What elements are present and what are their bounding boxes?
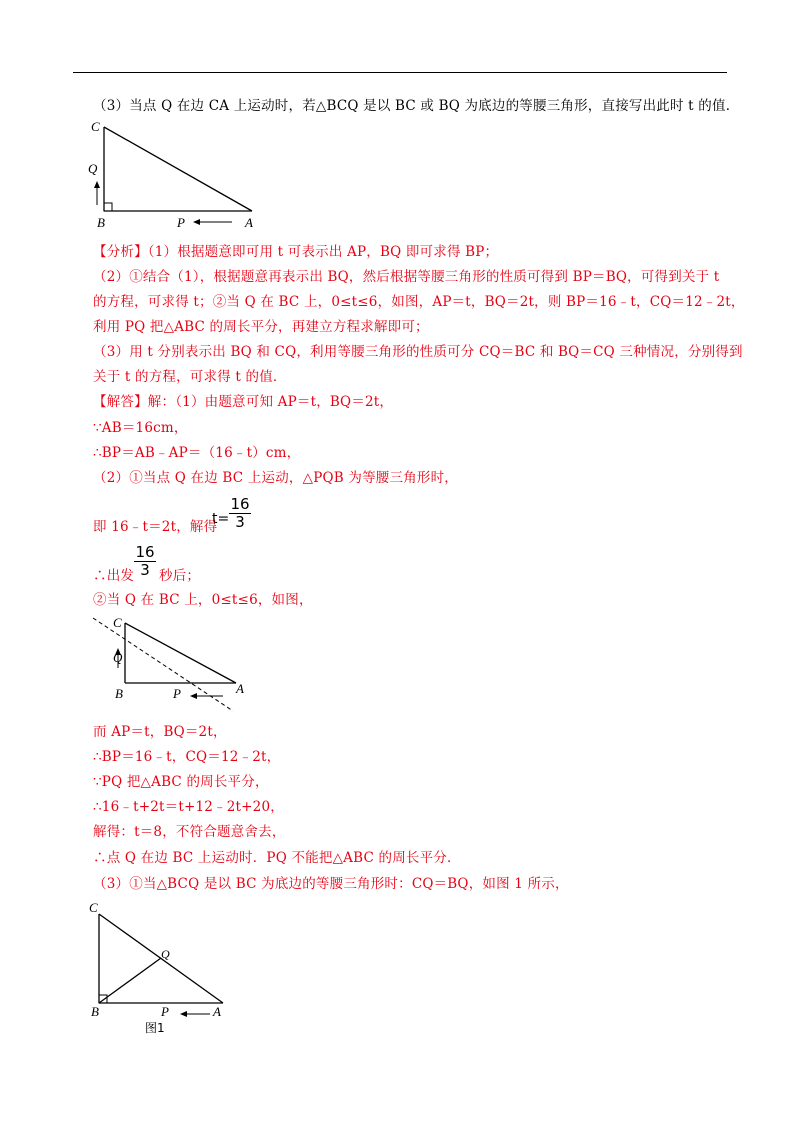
solution-b-1: 而 AP＝t，BQ＝2t， <box>93 724 227 740</box>
analysis-line-2: （2）①结合（1），根据题意再表示出 BQ，然后根据等腰三角形的性质可得到 BP＝BQ，可得到关于 t <box>93 269 720 285</box>
figure-triangle-dashed <box>85 610 255 715</box>
fraction-denominator: 3 <box>235 513 245 531</box>
label-B: B <box>115 686 123 701</box>
equation-line: 即 16﹣t＝2t，解得 <box>93 519 218 535</box>
depart-denominator: 3 <box>140 561 150 579</box>
label-Q: Q <box>161 947 170 961</box>
label-A: A <box>236 681 244 696</box>
label-B: B <box>97 215 105 230</box>
figure-triangle-top <box>85 115 265 233</box>
question-3: （3）当点 Q 在边 CA 上运动时，若△BCQ 是以 BC 或 BQ 为底边的等腰三角形，直接写出此时 t 的值． <box>93 98 740 114</box>
header-rule <box>73 72 727 73</box>
depart-suffix: 秒后； <box>159 568 201 584</box>
analysis-line-4: 利用 PQ 把△ABC 的周长平分，再建立方程求解即可； <box>93 319 429 335</box>
analysis-line-6: 关于 t 的方程，可求得 t 的值． <box>93 369 287 385</box>
label-C: C <box>91 119 100 134</box>
label-B: B <box>91 1004 99 1019</box>
label-C: C <box>89 900 98 915</box>
solution-line-3: ∴BP＝AB﹣AP＝（16﹣t）cm， <box>93 445 301 461</box>
case-2: ②当 Q 在 BC 上，0≤t≤6，如图， <box>93 592 313 608</box>
solution-b-6: ∴点 Q 在边 BC 上运动时．PQ 不能把△ABC 的周长平分． <box>93 850 461 866</box>
label-Q: Q <box>88 161 98 176</box>
solution-b-5: 解得：t＝8，不符合题意舍去， <box>93 824 286 840</box>
depart-numerator: 16 <box>135 543 155 561</box>
label-A: A <box>245 215 253 230</box>
solution-b-7: （3）①当△BCQ 是以 BC 为底边的等腰三角形时：CQ＝BQ，如图 1 所示， <box>93 876 569 892</box>
fraction-depart <box>134 545 156 578</box>
figure-caption: 图1 <box>145 1021 165 1035</box>
analysis-line-3: 的方程，可求得 t；②当 Q 在 BC 上，0≤t≤6，如图，AP＝t，BQ＝2t，则 BP＝16﹣t，CQ＝12﹣2t， <box>93 294 745 310</box>
solution-b-4: ∴16﹣t+2t＝t+12﹣2t+20， <box>93 799 284 815</box>
solution-b-3: ∵PQ 把△ABC 的周长平分， <box>93 774 269 790</box>
label-P: P <box>173 686 181 701</box>
solution-line-4: （2）①当点 Q 在边 BC 上运动，△PQB 为等腰三角形时， <box>93 470 458 486</box>
label-C: C <box>113 615 122 630</box>
label-P: P <box>177 215 185 230</box>
solution-line-2: ∵AB＝16cm， <box>93 420 188 436</box>
label-Q: Q <box>113 650 123 665</box>
figure-1 <box>85 898 245 1038</box>
fraction-lhs: t= <box>212 511 230 527</box>
analysis-line-5: （3）用 t 分别表示出 BQ 和 CQ，利用等腰三角形的性质可分 CQ＝BC 和 BQ＝CQ 三种情况，分别得到 <box>93 344 743 360</box>
label-P: P <box>161 1004 169 1019</box>
depart-prefix: ∴出发 <box>93 568 135 584</box>
solution-line-1: 【解答】解：（1）由题意可知 AP＝t，BQ＝2t， <box>93 394 394 410</box>
fraction-numerator: 16 <box>230 495 250 513</box>
label-A: A <box>213 1004 221 1019</box>
solution-b-2: ∴BP＝16﹣t，CQ＝12﹣2t， <box>93 749 281 765</box>
analysis-line-1: 【分析】（1）根据题意即可用 t 可表示出 AP，BQ 即可求得 BP； <box>93 244 499 260</box>
